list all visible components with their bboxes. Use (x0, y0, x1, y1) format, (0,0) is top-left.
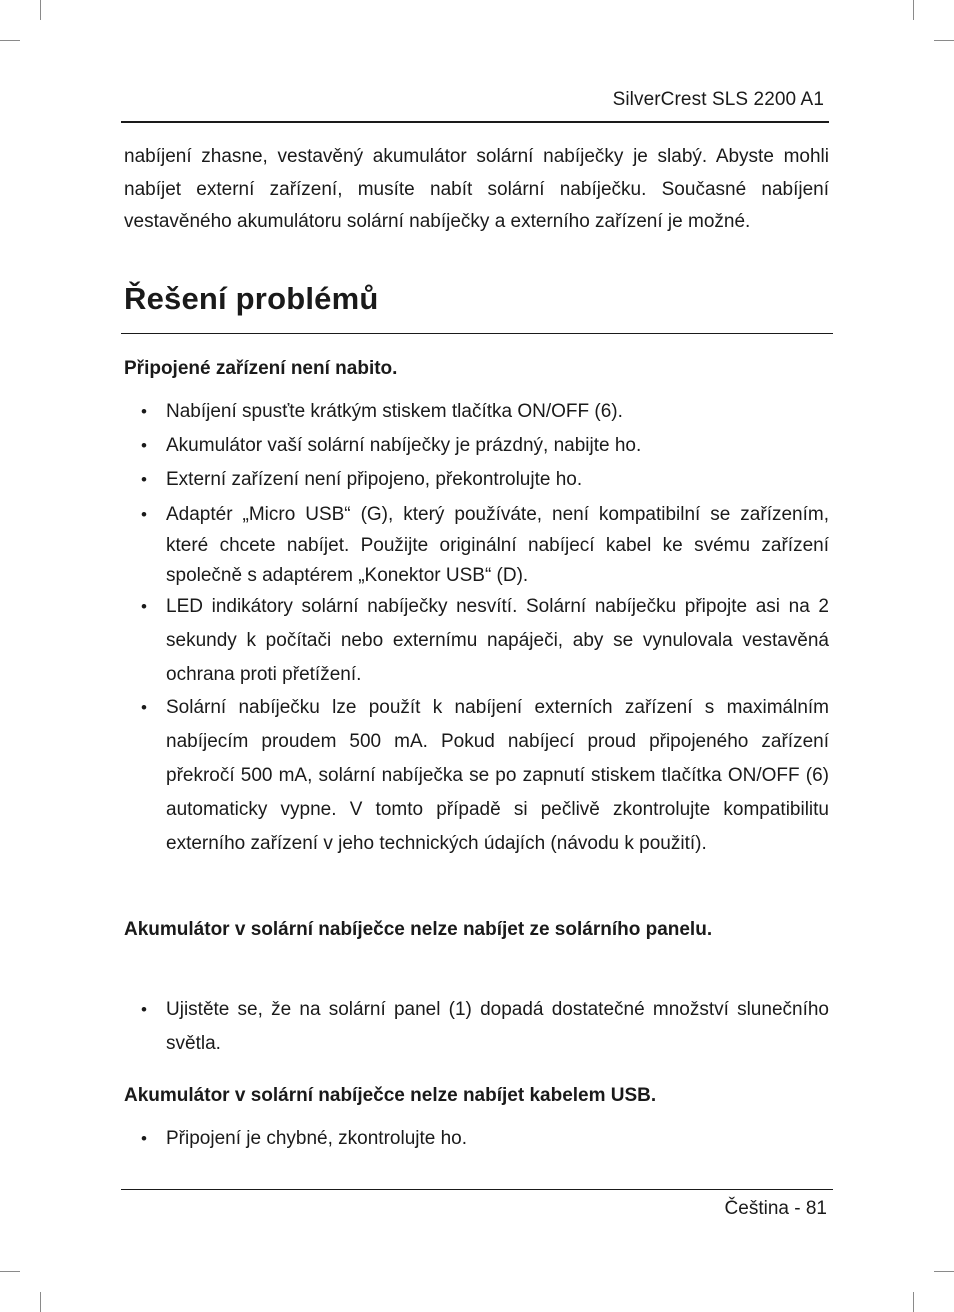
header-product-title: SilverCrest SLS 2200 A1 (612, 89, 824, 110)
crop-mark-bottom-right-h (934, 1271, 954, 1272)
list-item: • Solární nabíječku lze použít k nabíjení externích zařízení s maximálním nabíjecím proudem 500 mA. Pokud nabíjecí proud připojeného zařízení překročí 500 mA, solární nabíječka se po zapnutí stiskem tlačítka ON/OFF (6) automaticky vypne. V tomto případě si pečlivě zkontrolujte kompatibilitu externího zařízení v jeho technických údajích (návodu k použití). (141, 691, 829, 861)
crop-mark-top-right (913, 0, 914, 20)
crop-mark-bottom-left-h (0, 1271, 20, 1272)
footer-rule (121, 1189, 833, 1190)
list-item: • Ujistěte se, že na solární panel (1) dopadá dostatečné množství slunečního světla. (141, 993, 829, 1061)
bullet-icon: • (141, 470, 147, 489)
problem-heading: Připojené zařízení není nabito. (124, 358, 398, 379)
crop-mark-top-left-h (0, 40, 20, 41)
page-number: Čeština - 81 (724, 1198, 827, 1219)
section-title-rule (121, 333, 833, 334)
list-item: • Připojení je chybné, zkontrolujte ho. (141, 1126, 829, 1152)
bullet-icon: • (141, 505, 147, 524)
crop-mark-bottom-left (40, 1292, 41, 1312)
bullet-icon: • (141, 597, 147, 616)
crop-mark-top-right-h (934, 40, 954, 41)
problem-heading: Akumulátor v solární nabíječce nelze nabíjet kabelem USB. (124, 1085, 657, 1106)
section-title: Řešení problémů (124, 281, 379, 316)
crop-mark-top-left (40, 0, 41, 20)
list-item: • LED indikátory solární nabíječky nesvítí. Solární nabíječku připojte asi na 2 sekundy k počítači nebo externímu napáječi, aby se vynulovala vestavěná ochrana proti přetížení. (141, 590, 829, 692)
bullet-icon: • (141, 1000, 147, 1019)
bullet-icon: • (141, 436, 147, 455)
bullet-icon: • (141, 402, 147, 421)
list-item: • Adaptér „Micro USB“ (G), který používáte, není kompatibilní se zařízením, které chcete nabíjet. Použijte originální nabíjecí kabel ke svému zařízení společně s adaptérem „Konektor USB“ (D). (141, 500, 829, 592)
bullet-icon: • (141, 698, 147, 717)
list-item: • Externí zařízení není připojeno, překontrolujte ho. (141, 467, 829, 493)
crop-mark-bottom-right (913, 1292, 914, 1312)
bullet-icon: • (141, 1129, 147, 1148)
problem-heading: Akumulátor v solární nabíječce nelze nabíjet ze solárního panelu. (124, 919, 713, 940)
header-rule (121, 121, 829, 123)
list-item: • Nabíjení spusťte krátkým stiskem tlačítka ON/OFF (6). (141, 399, 829, 425)
intro-paragraph: nabíjení zhasne, vestavěný akumulátor solární nabíječky je slabý. Abyste mohli nabíjet externí zařízení, musíte nabít solární nabíječku. Současné nabíjení vestavěného akumulátoru solární nabíječky a externího zařízení je možné. (124, 146, 829, 232)
list-item: • Akumulátor vaší solární nabíječky je prázdný, nabijte ho. (141, 433, 829, 459)
